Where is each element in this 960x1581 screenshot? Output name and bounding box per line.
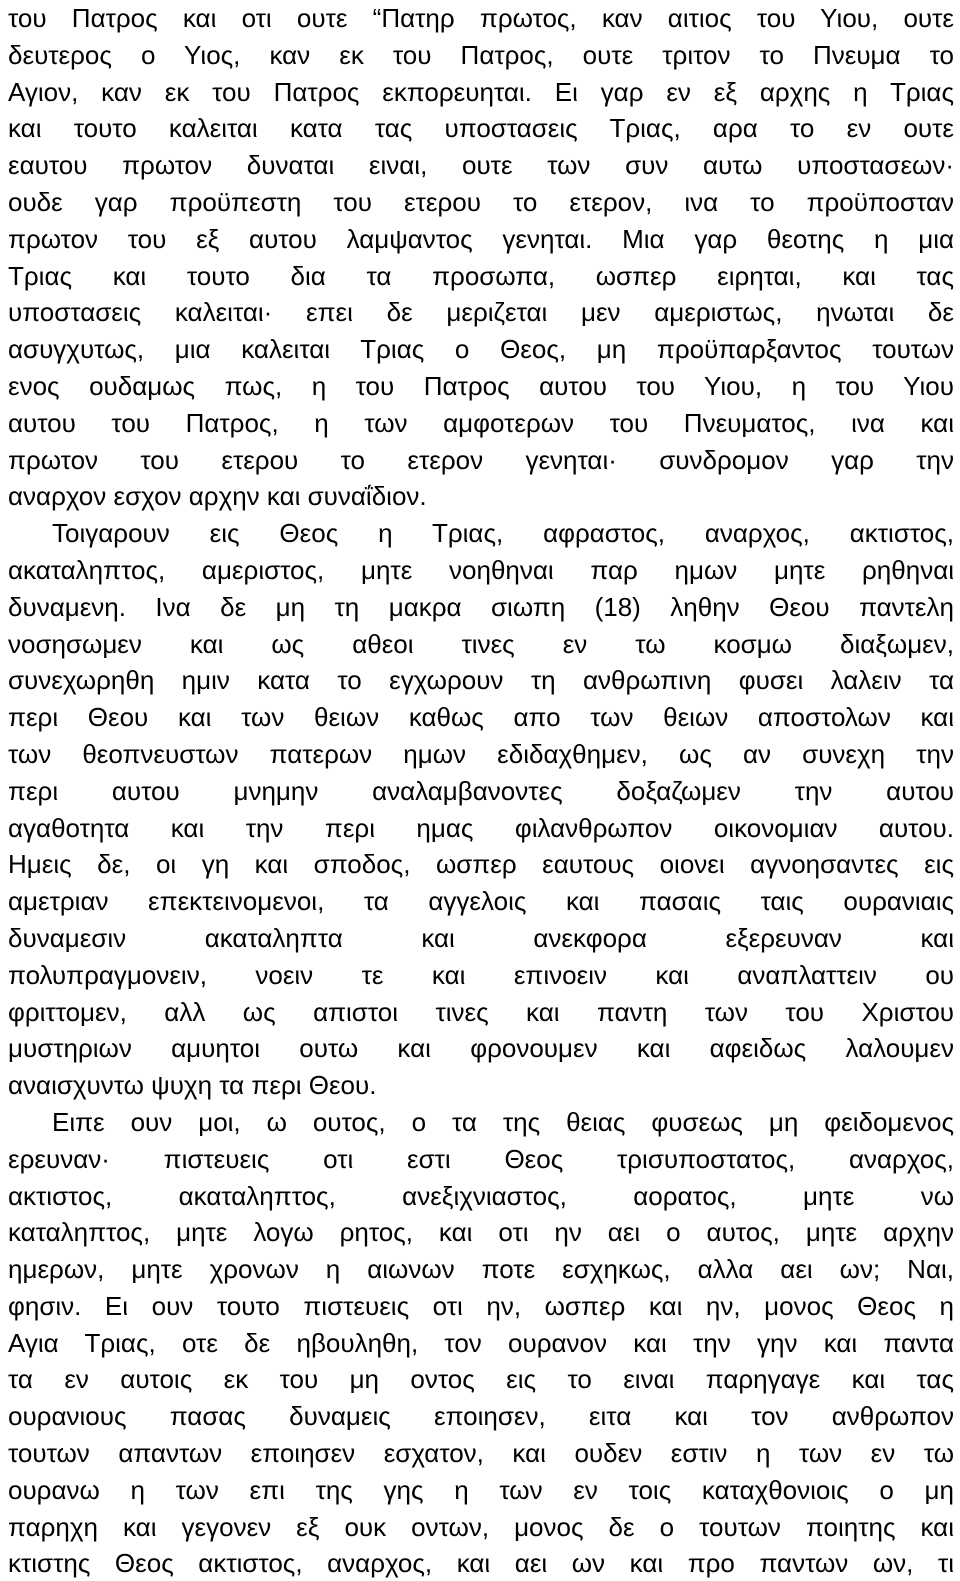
text-line: ημερων, μητε χρονων η αιωνων ποτε εσχηκως, αλλα αει ων; Ναι, <box>8 1254 954 1285</box>
text-line: συνεχωρηθη ημιν κατα το εγχωρουν τη ανθρωπινη φυσει λαλειν τα <box>8 665 954 696</box>
paragraph-3 <box>8 1104 954 1581</box>
text-line: ασυγχυτως, μια καλειται Τριας ο Θεος, μη προϋπαρξαντος τουτων <box>8 334 954 365</box>
text-line: Ειπε ουν μοι, ω ουτος, ο τα της θειας φυσεως μη φειδομενος <box>52 1106 954 1137</box>
text-line: ακαταληπτος, αμεριστος, μητε νοηθηναι παρ ημων μητε ρηθηναι <box>8 554 954 585</box>
text-line: παρηχη και γεγονεν εξ ουκ οντων, μονος δε ο τουτων ποιητης και <box>8 1511 954 1542</box>
text-line: ερευναν· πιστευεις οτι εστι Θεος τρισυποστατος, αναρχος, <box>8 1143 954 1174</box>
text-line: κτιστης Θεος ακτιστος, αναρχος, και αει ων και προ παντων ων, τι <box>8 1548 954 1579</box>
text-line: πρωτον του ετερου το ετερον γενηται· συνδρομον γαρ την <box>8 444 954 475</box>
text-line: αυτου του Πατρος, η των αμφοτερων του Πνευματος, ινα και <box>8 407 954 438</box>
text-line: ουδε γαρ προϋπεστη του ετερου το ετερον, ινα το προϋποσταν <box>8 186 954 217</box>
text-line: εαυτου πρωτον δυναται ειναι, ουτε των συν αυτω υποστασεων· <box>8 150 954 181</box>
text-line: φησιν. Ει ουν τουτο πιστευεις οτι ην, ωσπερ και ην, μονος Θεος η <box>8 1290 954 1321</box>
text-line: πρωτον του εξ αυτου λαμψαντος γενηται. Μια γαρ θεοτης η μια <box>8 223 954 254</box>
text-line: ενος ουδαμως πως, η του Πατρος αυτου του Υιου, η του Υιου <box>8 370 954 401</box>
text-line: φριττομεν, αλλ ως απιστοι τινες και παντη των του Χριστου <box>8 996 954 1027</box>
text-line: περι αυτου μνημην αναλαμβανοντες δοξαζωμεν την αυτου <box>8 775 954 806</box>
text-line: αμετριαν επεκτεινομενοι, τα αγγελοις και πασαις ταις ουρανιαις <box>8 886 954 917</box>
text-line: δυναμεσιν ακαταληπτα και ανεκφορα εξερευναν και <box>8 922 954 953</box>
text-line: των θεοπνευστων πατερων ημων εδιδαχθημεν, ως αν συνεχη την <box>8 738 954 769</box>
text-line: δυναμενη. Ινα δε μη τη μακρα σιωπη (18) ληθην Θεου παντελη <box>8 591 954 622</box>
text-line: Αγιον, καν εκ του Πατρος εκπορευηται. Ει γαρ εν εξ αρχης η Τριας <box>8 76 954 107</box>
text-line: αναισχυντω ψυχη τα περι Θεου. <box>8 1070 377 1101</box>
paragraph-2 <box>8 515 954 1104</box>
text-line: αγαθοτητα και την περι ημας φιλανθρωπον οικονομιαν αυτου. <box>8 812 954 843</box>
text-line: Τοιγαρουν εις Θεος η Τριας, αφραστος, αναρχος, ακτιστος, <box>52 518 954 549</box>
text-line: του Πατρος και οτι ουτε “Πατηρ πρωτος, καν αιτιος του Υιου, ουτε <box>8 3 954 33</box>
paragraph-1 <box>8 0 954 515</box>
text-line: αναρχον εσχον αρχην και συναΐδιον. <box>8 481 427 512</box>
text-line: ουρανιους πασας δυναμεις εποιησεν, ειτα και τον ανθρωπον <box>8 1401 954 1432</box>
text-line: νοσησωμεν και ως αθεοι τινες εν τω κοσμω διαξωμεν, <box>8 628 954 659</box>
text-line: τα εν αυτοις εκ του μη οντος εις το ειναι παρηγαγε και τας <box>8 1364 954 1395</box>
text-line: καταληπτος, μητε λογω ρητος, και οτι ην αει ο αυτος, μητε αρχην <box>8 1217 954 1248</box>
text-line: Τριας και τουτο δια τα προσωπα, ωσπερ ειρηται, και τας <box>8 260 954 291</box>
text-line: δευτερος ο Υιος, καν εκ του Πατρος, ουτε τριτον το Πνευμα το <box>8 39 954 70</box>
text-line: Αγια Τριας, οτε δε ηβουληθη, τον ουρανον και την γην και παντα <box>8 1327 954 1358</box>
text-line: μυστηριων αμυητοι ουτω και φρονουμεν και αφειδως λαλουμεν <box>8 1033 954 1064</box>
text-line: υποστασεις καλειται· επει δε μεριζεται μεν αμεριστως, ηνωται δε <box>8 297 954 328</box>
text-line: ακτιστος, ακαταληπτος, ανεξιχνιαστος, αορατος, μητε νω <box>8 1180 954 1211</box>
text-line: τουτων απαντων εποιησεν εσχατον, και ουδεν εστιν η των εν τω <box>8 1438 954 1469</box>
text-line: Ημεις δε, οι γη και σποδος, ωσπερ εαυτους οιονει αγνοησαντες εις <box>8 849 954 880</box>
text-line: και τουτο καλειται κατα τας υποστασεις Τριας, αρα το εν ουτε <box>8 113 954 144</box>
text-line: ουρανω η των επι της γης η των εν τοις καταχθονιοις ο μη <box>8 1474 954 1505</box>
text-line: περι Θεου και των θειων καθως απο των θειων αποστολων και <box>8 702 954 733</box>
text-line: πολυπραγμονειν, νοειν τε και επινοειν και αναπλαττειν ου <box>8 959 954 990</box>
